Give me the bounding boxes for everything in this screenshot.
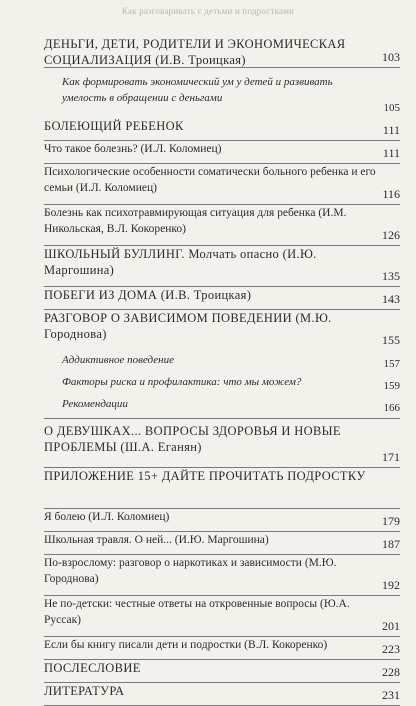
toc-entry-title: РАЗГОВОР О ЗАВИСИМОМ ПОВЕДЕНИИ (М.Ю. Городнова) bbox=[44, 311, 332, 341]
toc-entry bbox=[44, 164, 400, 205]
toc-entry-title: ПРИЛОЖЕНИЕ 15+ ДАЙТЕ ПРОЧИТАТЬ ПОДРОСТКУ bbox=[44, 469, 366, 483]
toc-entry-page: 143 bbox=[382, 292, 400, 306]
toc-entry-title: БОЛЕЮЩИЙ РЕБЕНОК bbox=[44, 119, 184, 133]
toc-entry-page: 166 bbox=[383, 402, 400, 414]
toc-entry bbox=[44, 596, 400, 637]
toc-entry bbox=[44, 660, 400, 683]
toc-entry bbox=[44, 374, 400, 396]
toc-entry-page: 159 bbox=[383, 380, 400, 392]
toc-entry-title: Что такое болезнь? (И.Л. Коломиец) bbox=[44, 143, 222, 155]
toc-entry bbox=[44, 468, 400, 509]
toc-entry-title: Школьная травля. О ней... (И.Ю. Маргошина) bbox=[44, 534, 269, 546]
toc-entry bbox=[44, 418, 400, 468]
toc-entry-title: Не по-детски: честные ответы на откровенные вопросы (Ю.А. Руссак) bbox=[44, 598, 350, 626]
toc-entry-title: ПОСЛЕСЛОВИЕ bbox=[44, 661, 141, 675]
toc-entry-page: 171 bbox=[382, 450, 400, 464]
toc-entry-page: 179 bbox=[382, 514, 400, 528]
toc-entry-title: Как формировать экономический ум у детей и развивать умелость в обращении с деньгами bbox=[62, 76, 333, 104]
toc-entry-title: ШКОЛЬНЫЙ БУЛЛИНГ. Молчать опасно (И.Ю. Маргошина) bbox=[44, 247, 317, 277]
toc-entry-page: 157 bbox=[383, 358, 400, 370]
toc-entry-page: 111 bbox=[382, 146, 400, 160]
toc-entry-title: Болезнь как психотравмирующая ситуация для ребенка (И.М. Никольская, В.Л. Кокоренко) bbox=[44, 207, 347, 235]
toc-entry bbox=[44, 205, 400, 246]
toc-entry bbox=[44, 396, 400, 418]
toc-entry-page: 105 bbox=[383, 102, 400, 114]
toc-entry-title: По-взрослому: разговор о наркотиках и зависимости (М.Ю. Городнова) bbox=[44, 557, 337, 585]
toc-entry-page: 192 bbox=[382, 578, 400, 592]
toc-entry bbox=[44, 118, 400, 141]
toc-entry-page: 231 bbox=[382, 688, 400, 702]
toc-entry-title: Если бы книгу писали дети и подростки (В.Л. Кокоренко) bbox=[44, 639, 328, 651]
toc-entry bbox=[44, 350, 400, 374]
toc-entry bbox=[44, 310, 400, 350]
toc-entry bbox=[44, 141, 400, 164]
toc-entry bbox=[44, 287, 400, 310]
toc-entry bbox=[44, 36, 400, 68]
toc-entry-page: 201 bbox=[382, 619, 400, 633]
toc-entry bbox=[44, 637, 400, 660]
toc-entry-page: 187 bbox=[382, 537, 400, 551]
toc-entry-title: Аддиктивное поведение bbox=[62, 354, 174, 366]
toc-entry-title: Рекомендации bbox=[62, 398, 128, 410]
toc-entry-page: 155 bbox=[382, 333, 400, 347]
table-of-contents bbox=[44, 36, 400, 706]
toc-entry bbox=[44, 68, 400, 118]
toc-entry-title: ДЕНЬГИ, ДЕТИ, РОДИТЕЛИ И ЭКОНОМИЧЕСКАЯ СОЦИАЛИЗАЦИЯ (И.В. Троицкая) bbox=[44, 37, 346, 67]
toc-entry bbox=[44, 509, 400, 532]
toc-entry-title: Я болею (И.Л. Коломиец) bbox=[44, 511, 170, 523]
toc-entry-page: 135 bbox=[382, 269, 400, 283]
toc-entry bbox=[44, 683, 400, 706]
toc-entry bbox=[44, 246, 400, 287]
toc-entry-title: Психологические особенности соматически больного ребенка и его семьи (И.Л. Коломиец) bbox=[44, 166, 376, 194]
toc-entry-title: О ДЕВУШКАХ... ВОПРОСЫ ЗДОРОВЬЯ И НОВЫЕ ПРОБЛЕМЫ (Ш.А. Еганян) bbox=[44, 424, 341, 454]
toc-entry-page: 228 bbox=[382, 665, 400, 679]
toc-entry-page: 103 bbox=[382, 50, 400, 64]
page-header: Как разговаривать с детьми и подростками bbox=[121, 6, 295, 16]
toc-entry-title: ЛИТЕРАТУРА bbox=[44, 684, 125, 698]
toc-entry-page: 116 bbox=[382, 187, 400, 201]
toc-entry-title: Факторы риска и профилактика: что мы можем? bbox=[62, 376, 302, 388]
toc-entry-page: 126 bbox=[382, 228, 400, 242]
toc-entry-page: 223 bbox=[382, 642, 400, 656]
toc-entry bbox=[44, 532, 400, 555]
toc-entry-page: 111 bbox=[382, 123, 400, 137]
toc-entry bbox=[44, 555, 400, 596]
toc-entry-title: ПОБЕГИ ИЗ ДОМА (И.В. Троицкая) bbox=[44, 288, 252, 302]
